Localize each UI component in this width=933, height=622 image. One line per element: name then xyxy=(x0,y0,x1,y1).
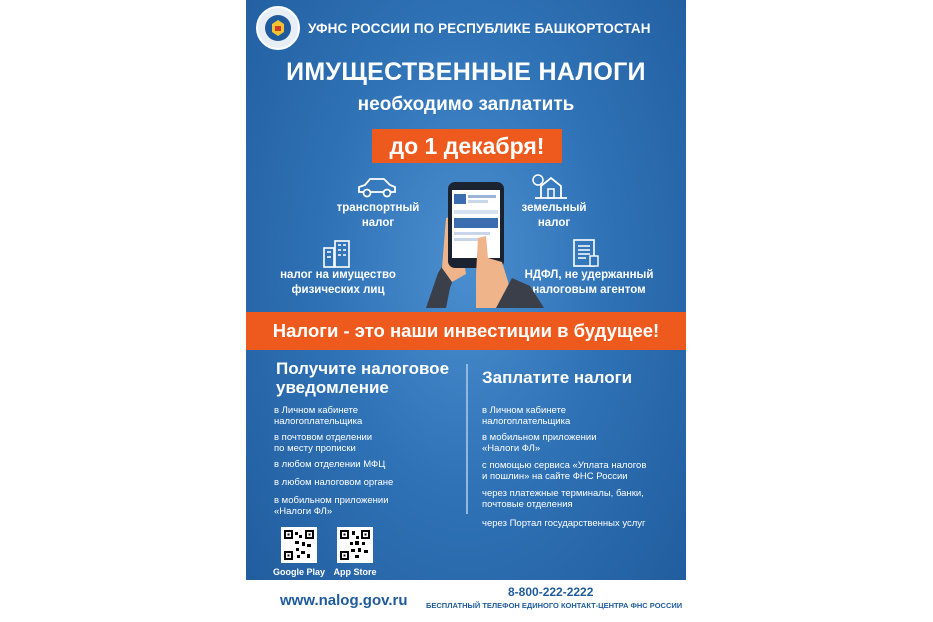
list-item-line: по месту прописки xyxy=(274,443,356,454)
deadline-badge: до 1 декабря! xyxy=(372,129,562,163)
hotline-phone[interactable]: 8-800-222-2222 xyxy=(508,585,594,599)
tax-transport-line2: налог xyxy=(361,217,395,229)
qr-code-google-play[interactable] xyxy=(281,527,317,563)
list-item-line: налогоплательщика xyxy=(482,416,571,427)
fns-emblem-icon xyxy=(256,6,300,50)
tax-land-line1: земельный xyxy=(521,202,587,214)
tax-property xyxy=(268,268,408,298)
list-item-line: через платежные терминалы, банки, xyxy=(482,488,644,499)
left-column-title xyxy=(276,359,461,397)
list-item-line: в мобильном приложении xyxy=(482,432,597,443)
list-item xyxy=(482,518,646,529)
list-item-line: в мобильном приложении xyxy=(274,495,389,506)
list-item-line: и пошлин» на сайте ФНС России xyxy=(482,471,628,482)
document-icon xyxy=(570,238,600,268)
list-item-line: «Налоги ФЛ» xyxy=(274,506,333,517)
left-column-title-line2: уведомление xyxy=(276,378,389,397)
list-item-line: почтовые отделения xyxy=(482,499,573,510)
tax-transport xyxy=(328,201,428,231)
footer xyxy=(246,580,686,622)
list-item xyxy=(482,460,646,482)
buildings-icon xyxy=(321,238,353,268)
hands-phone-illustration xyxy=(426,178,544,308)
tax-property-line1: налог на имущество xyxy=(280,269,396,281)
right-column-title: Заплатите налоги xyxy=(482,368,633,387)
list-item-line: «Налоги ФЛ» xyxy=(482,443,541,454)
website-link[interactable]: www.nalog.gov.ru xyxy=(280,592,408,609)
list-item-line: в любом отделении МФЦ xyxy=(274,459,386,470)
list-item xyxy=(274,432,372,454)
car-icon xyxy=(356,175,398,199)
tax-ndfl-line2: налоговым агентом xyxy=(532,284,646,296)
header xyxy=(256,6,651,50)
list-item xyxy=(482,405,570,427)
tax-ndfl-line1: НДФЛ, не удержанный xyxy=(524,269,654,281)
list-item-line: через Портал государственных услуг xyxy=(482,518,646,529)
tax-property-line2: физических лиц xyxy=(291,284,385,296)
slogan-banner: Налоги - это наши инвестиции в будущее! xyxy=(246,312,686,350)
list-item xyxy=(482,432,597,454)
list-item-line: в Личном кабинете xyxy=(482,405,567,416)
qr-label-google-play: Google Play xyxy=(272,567,325,577)
tax-poster xyxy=(246,0,686,622)
qr-label-app-store: App Store xyxy=(333,567,377,577)
headline-subtitle: необходимо заплатить xyxy=(357,94,575,115)
list-item xyxy=(482,488,644,510)
header-title: УФНС РОССИИ ПО РЕСПУБЛИКЕ БАШКОРТОСТАН xyxy=(308,20,651,36)
headline-title: ИМУЩЕСТВЕННЫЕ НАЛОГИ xyxy=(286,58,646,86)
list-item xyxy=(274,459,385,470)
list-item xyxy=(274,477,393,488)
hotline-label: БЕСПЛАТНЫЙ ТЕЛЕФОН ЕДИНОГО КОНТАКТ-ЦЕНТРА ФНС РОССИИ xyxy=(426,601,683,610)
list-item xyxy=(274,495,389,517)
tax-land-line2: налог xyxy=(537,217,571,229)
list-item-line: в Личном кабинете xyxy=(274,405,359,416)
list-item-line: в любом налоговом органе xyxy=(274,477,394,488)
list-item-line: с помощью сервиса «Уплата налогов xyxy=(482,460,647,471)
tax-transport-line1: транспортный xyxy=(336,202,420,214)
list-item-line: налогоплательщика xyxy=(274,416,363,427)
qr-code-app-store[interactable] xyxy=(337,527,373,563)
list-item-line: в почтовом отделении xyxy=(274,432,373,443)
left-column-title-line1: Получите налоговое xyxy=(276,359,450,378)
column-divider xyxy=(466,364,468,514)
list-item xyxy=(274,405,362,427)
